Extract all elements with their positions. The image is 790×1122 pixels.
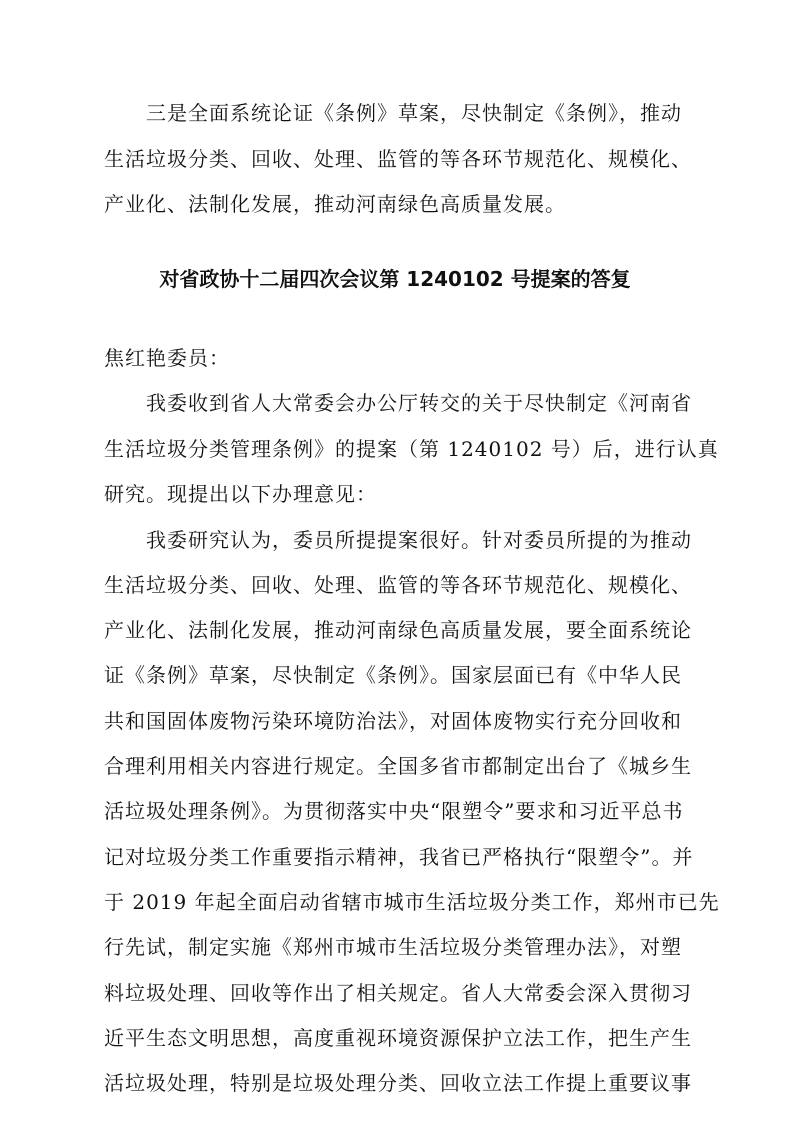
- para2-line: 行先试，制定实施《郑州市城市生活垃圾分类管理办法》，对塑: [104, 935, 682, 959]
- para2-line: 产业化、法制化发展，推动河南绿色高质量发展，要全面系统论: [104, 618, 692, 642]
- para2-line: 活垃圾处理条例》。为贯彻落实中央“限塑令”要求和习近平总书: [104, 799, 684, 823]
- para2-line: 记对垃圾分类工作重要指示精神，我省已严格执行“限塑令”。并: [104, 845, 694, 869]
- intro-line: 三是全面系统论证《条例》草案，尽快制定《条例》，推动: [146, 101, 682, 125]
- reply-title: 对省政协十二届四次会议第 1240102 号提案的答复: [159, 267, 631, 291]
- para2-line: 共和国固体废物污染环境防治法》，对固体废物实行充分回收和: [104, 709, 682, 733]
- para2-line: 料垃圾处理、回收等作出了相关规定。省人大常委会深入贯彻习: [104, 981, 692, 1005]
- para2-line: 我委研究认为，委员所提提案很好。针对委员所提的为推动: [146, 528, 692, 552]
- para2-line: 活垃圾处理，特别是垃圾处理分类、回收立法工作提上重要议事: [104, 1071, 692, 1095]
- para2-line: 合理利用相关内容进行规定。全国多省市都制定出台了《城乡生: [104, 754, 692, 778]
- para2-line: 生活垃圾分类、回收、处理、监管的等各环节规范化、规模化、: [104, 573, 692, 597]
- para1-line: 生活垃圾分类管理条例》的提案（第 1240102 号）后，进行认真: [104, 437, 719, 461]
- para2-line: 于 2019 年起全面启动省辖市城市生活垃圾分类工作，郑州市已先: [104, 890, 720, 914]
- para2-line: 证《条例》草案，尽快制定《条例》。国家层面已有《中华人民: [104, 663, 682, 687]
- salutation: 焦红艳委员：: [104, 346, 230, 370]
- para1-line: 我委收到省人大常委会办公厅转交的关于尽快制定《河南省: [146, 391, 692, 415]
- intro-line: 生活垃圾分类、回收、处理、监管的等各环节规范化、规模化、: [104, 147, 692, 171]
- para1-line: 研究。现提出以下办理意见：: [104, 482, 377, 506]
- intro-line: 产业化、法制化发展，推动河南绿色高质量发展。: [104, 192, 566, 216]
- para2-line: 近平生态文明思想，高度重视环境资源保护立法工作，把生产生: [104, 1026, 692, 1050]
